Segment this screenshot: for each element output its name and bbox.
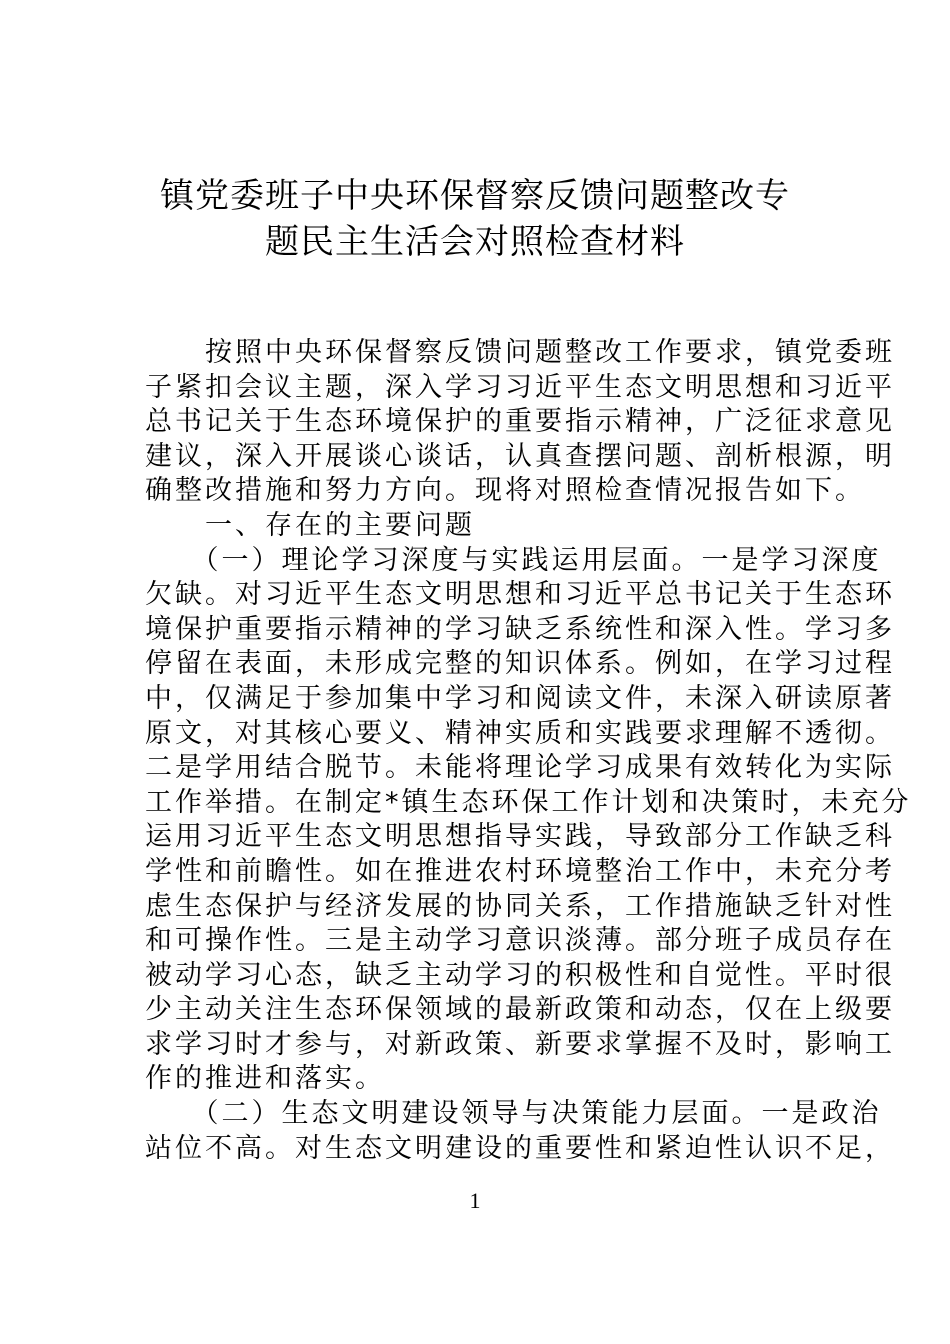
text-line: 求学习时才参与，对新政策、新要求掌握不及时，影响工 — [145, 1028, 895, 1060]
text-line: 总书记关于生态环境保护的重要指示精神，广泛征求意见 — [145, 406, 895, 438]
text-line: 和可操作性。三是主动学习意识淡薄。部分班子成员存在 — [145, 925, 895, 957]
text-line: 工作举措。在制定*镇生态环保工作计划和决策时，未充分 — [145, 786, 912, 818]
document-title-line-1: 镇党委班子中央环保督察反馈问题整改专 — [160, 176, 790, 216]
text-line: 原文，对其核心要义、精神实质和实践要求理解不透彻。 — [145, 717, 895, 749]
text-line: 停留在表面，未形成完整的知识体系。例如，在学习过程 — [145, 648, 895, 680]
text-line: 运用习近平生态文明思想指导实践，导致部分工作缺乏科 — [145, 821, 895, 853]
text-line: 作的推进和落实。 — [145, 1063, 385, 1095]
document-body — [145, 336, 912, 1166]
text-line: 虑生态保护与经济发展的协同关系，工作措施缺乏针对性 — [145, 890, 895, 922]
text-line: 被动学习心态，缺乏主动学习的积极性和自觉性。平时很 — [145, 959, 895, 991]
text-line: 一、存在的主要问题 — [145, 509, 475, 541]
text-line: （一）理论学习深度与实践运用层面。一是学习深度 — [145, 544, 882, 576]
document-title-line-2: 题民主生活会对照检查材料 — [265, 222, 685, 262]
text-line: 建议，深入开展谈心谈话，认真查摆问题、剖析根源，明 — [145, 440, 895, 472]
text-line: 欠缺。对习近平生态文明思想和习近平总书记关于生态环 — [145, 579, 895, 611]
text-line: 境保护重要指示精神的学习缺乏系统性和深入性。学习多 — [145, 613, 895, 645]
text-line: 按照中央环保督察反馈问题整改工作要求，镇党委班 — [145, 337, 895, 368]
text-line: 学性和前瞻性。如在推进农村环境整治工作中，未充分考 — [145, 855, 895, 887]
text-line: （二）生态文明建设领导与决策能力层面。一是政治 — [145, 1098, 882, 1130]
text-line: 确整改措施和努力方向。现将对照检查情况报告如下。 — [145, 475, 865, 507]
text-line: 少主动关注生态环保领域的最新政策和动态，仅在上级要 — [145, 994, 895, 1026]
text-line: 站位不高。对生态文明建设的重要性和紧迫性认识不足， — [145, 1132, 895, 1164]
page-number: 1 — [469, 1188, 481, 1213]
text-line: 二是学用结合脱节。未能将理论学习成果有效转化为实际 — [145, 752, 895, 784]
text-line: 子紧扣会议主题，深入学习习近平生态文明思想和习近平 — [145, 371, 895, 403]
text-line: 中，仅满足于参加集中学习和阅读文件，未深入研读原著 — [145, 682, 895, 714]
